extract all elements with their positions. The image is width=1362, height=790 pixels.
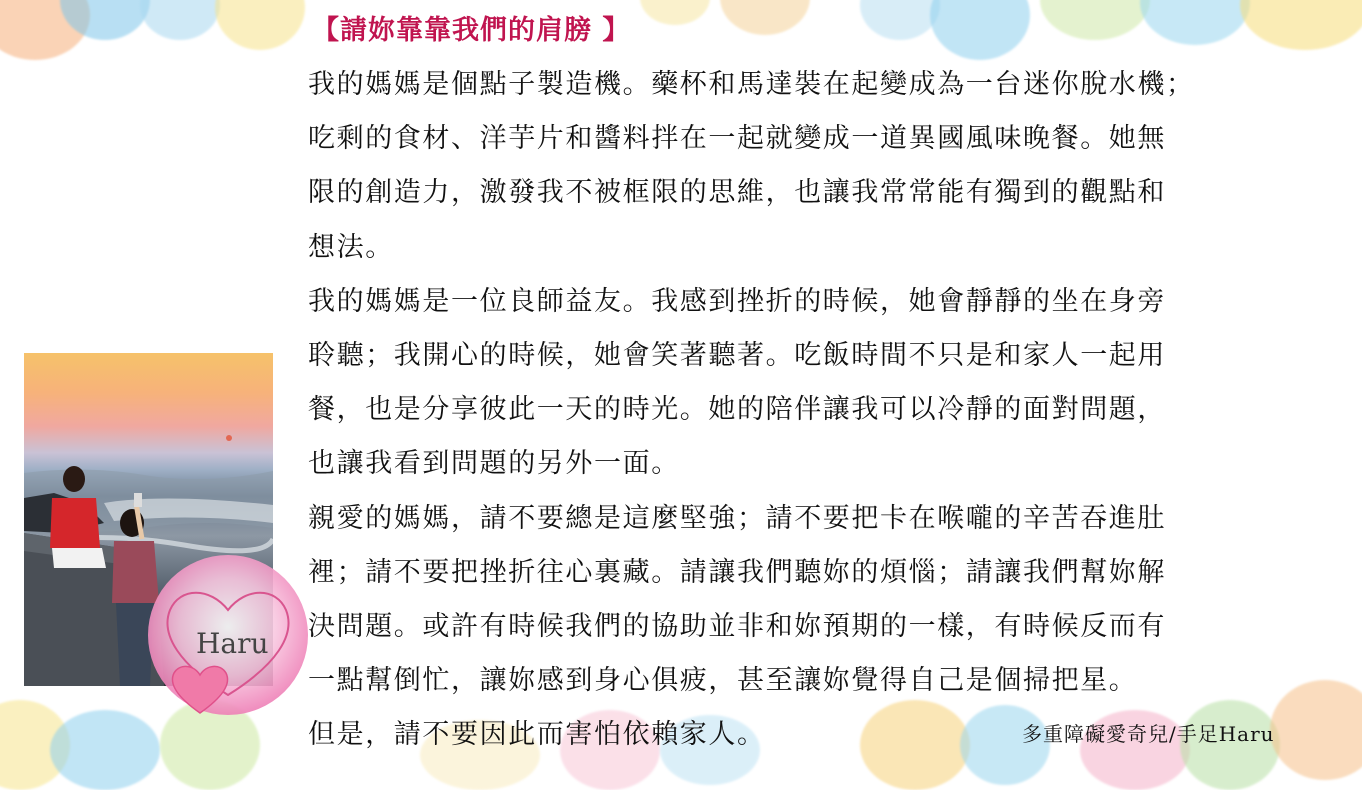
signature: 多重障礙愛奇兒/手足Haru	[1022, 722, 1275, 746]
text-line: 限的創造力，激發我不被框限的思維，也讓我常常能有獨到的觀點和	[308, 177, 1166, 209]
text-line: 餐，也是分享彼此一天的時光。她的陪伴讓我可以冷靜的面對問題，	[308, 394, 1166, 426]
text-line: 決問題。或許有時候我們的協助並非和妳預期的一樣，有時候反而有	[308, 611, 1166, 643]
text-line: 也讓我看到問題的另外一面。	[308, 448, 680, 480]
text-line: 聆聽；我開心的時候，她會笑著聽著。吃飯時間不只是和家人一起用	[308, 340, 1166, 372]
text-line: 裡；請不要把挫折往心裏藏。請讓我們聽妳的煩惱；請讓我們幫妳解	[308, 556, 1166, 588]
heart-badge	[140, 555, 315, 725]
text-line: 一點幫倒忙，讓妳感到身心俱疲，甚至讓妳覺得自己是個掃把星。	[308, 665, 1138, 697]
paragraph-1	[308, 58, 1338, 275]
letter-body	[308, 58, 1338, 763]
text-line: 吃剩的食材、洋芋片和醬料拌在一起就變成一道異國風味晚餐。她無	[308, 123, 1166, 155]
heart-label: Haru	[196, 627, 269, 660]
paragraph-2	[308, 275, 1338, 492]
text-line: 想法。	[308, 231, 394, 263]
document-title: 【請妳靠靠我們的肩膀 】	[312, 15, 631, 46]
text-line: 但是，請不要因此而害怕依賴家人。	[308, 719, 766, 751]
text-line: 我的媽媽是個點子製造機。藥杯和馬達裝在起變成為一台迷你脫水機；	[308, 69, 1195, 100]
text-line: 親愛的媽媽，請不要總是這麼堅強；請不要把卡在喉嚨的辛苦吞進肚	[308, 502, 1166, 534]
text-line: 我的媽媽是一位良師益友。我感到挫折的時候，她會靜靜的坐在身旁	[308, 285, 1166, 317]
